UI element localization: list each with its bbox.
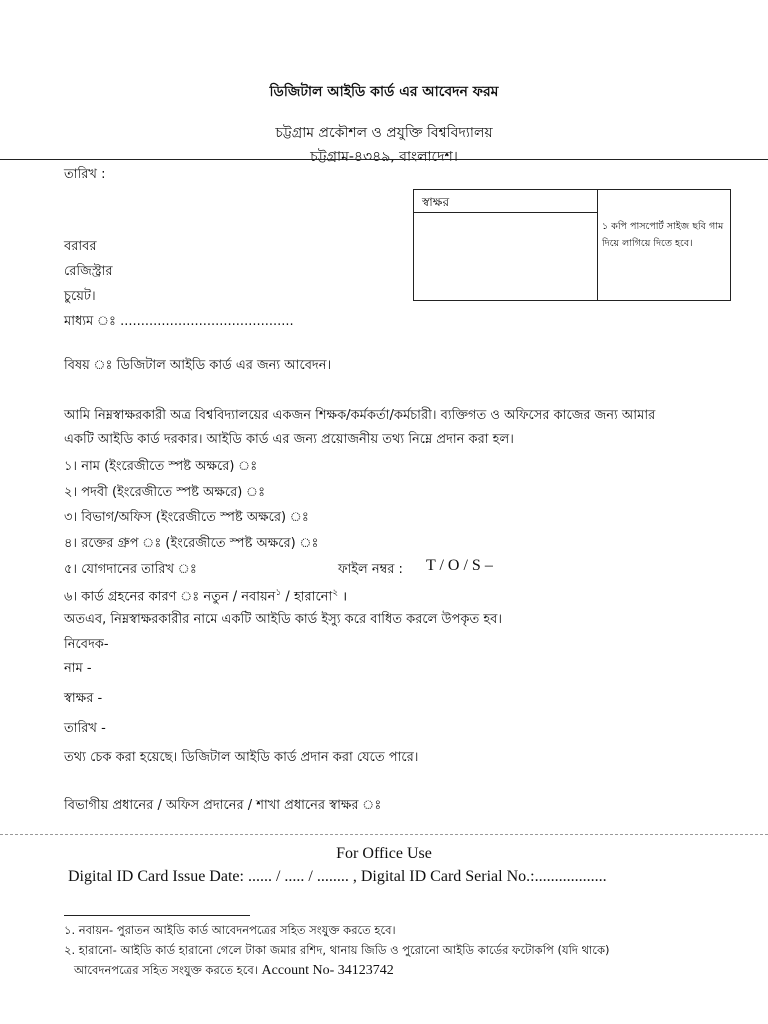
footnote-2-cont xyxy=(74,962,394,981)
field-blood-group: ৪। রক্তের গ্রুপ ঃ (ইংরেজীতে স্পষ্ট অক্ষরে) ঃ xyxy=(64,536,319,551)
field-designation: ২। পদবী (ইংরেজীতে স্পষ্ট অক্ষরে) ঃ xyxy=(64,485,266,500)
footnote-ref-1: ১ xyxy=(275,588,282,598)
applicant-label: নিবেদক- xyxy=(64,637,109,652)
header-divider xyxy=(0,159,768,160)
card-reason-text: ৬। কার্ড গ্রহনের কারণ ঃ নতুন / নবায়ন xyxy=(64,589,276,605)
field-card-reason xyxy=(64,585,347,608)
subject-line: বিষয় ঃ ডিজিটাল আইডি কার্ড এর জন্য আবেদন। xyxy=(64,358,332,373)
field-name: ১। নাম (ইংরেজীতে স্পষ্ট অক্ষরে) ঃ xyxy=(64,459,258,474)
footnote-ref-2: ২ xyxy=(332,588,339,598)
addressee-line2: রেজিস্ট্রার xyxy=(64,264,113,279)
account-number: Account No- 34123742 xyxy=(261,963,394,978)
applicant-name: নাম - xyxy=(64,661,92,676)
date-label: তারিখ : xyxy=(64,167,106,182)
request-line: অতএব, নিম্নস্বাক্ষরকারীর নামে একটি আইডি কার্ড ইস্যু করে বাধিত করলে উপকৃত হব। xyxy=(64,612,503,627)
body-line2: একটি আইডি কার্ড দরকার। আইডি কার্ড এর জন্য প্রয়োজনীয় তথ্য নিম্নে প্রদান করা হল। xyxy=(64,432,514,447)
body-line1: আমি নিম্নস্বাক্ষরকারী অত্র বিশ্ববিদ্যালয়ের একজন শিক্ষক/কর্মকর্তা/কর্মচারী। ব্যক্তিগত ও অফিসের কাজের জন্য আমার xyxy=(64,408,656,423)
office-use-heading: For Office Use xyxy=(336,845,432,862)
addressee-line3: চুয়েট। xyxy=(64,289,96,304)
field-joining-date: ৫। যোগদানের তারিখ ঃ xyxy=(64,562,197,577)
office-use-divider xyxy=(0,834,768,835)
form-title: ডিজিটাল আইডি কার্ড এর আবেদন ফরম xyxy=(269,84,499,100)
applicant-date: তারিখ - xyxy=(64,721,106,736)
card-reason-end: । xyxy=(338,589,348,605)
applicant-signature: স্বাক্ষর - xyxy=(64,691,103,706)
footnote-1: ১. নবায়ন- পুরাতন আইডি কার্ড আবেদনপত্রের সহিত সংযুক্ত করতে হবে। xyxy=(64,923,396,937)
file-number-label: ফাইল নম্বর : xyxy=(338,562,403,577)
head-signature-line: বিভাগীয় প্রধানের / অফিস প্রদানের / শাখা প্রধানের স্বাক্ষর ঃ xyxy=(64,798,382,813)
footnote-2-text: আবেদনপত্রের সহিত সংযুক্ত করতে হবে। xyxy=(74,963,258,977)
signature-photo-box xyxy=(413,189,731,301)
addressee-line1: বরাবর xyxy=(64,239,97,254)
card-reason-lost: / হারানো xyxy=(281,589,333,605)
photo-box-divider xyxy=(597,190,598,300)
file-number-value: T / O / S – xyxy=(426,557,493,574)
footnote-2: ২. হারানো- আইডি কার্ড হারানো গেলে টাকা জমার রশিদ, থানায় জিডি ও পুরোনো আইডি কার্ডের ফটোকপি (যদি থাকে) xyxy=(64,943,610,957)
institution-address: চট্টগ্রাম-৪৩৪৯, বাংলাদেশ। xyxy=(310,149,458,165)
signature-box-label: স্বাক্ষর xyxy=(422,195,450,209)
issue-date-serial-line: Digital ID Card Issue Date: ...... / ..... / ........ , Digital ID Card Serial No.:.................. xyxy=(68,868,607,885)
verification-line: তথ্য চেক করা হয়েছে। ডিজিটাল আইডি কার্ড প্রদান করা যেতে পারে। xyxy=(64,750,419,765)
via-line: মাধ্যম ঃ .......................................... xyxy=(64,314,294,329)
photo-instruction: ১ কপি পাসপোর্ট সাইজ ছবি গাম দিয়ে লাগিয়ে দিতে হবে। xyxy=(602,221,724,249)
institution-name: চট্টগ্রাম প্রকৌশল ও প্রযুক্তি বিশ্ববিদ্যালয় xyxy=(275,125,493,141)
footnote-rule xyxy=(64,915,250,916)
field-department: ৩। বিভাগ/অফিস (ইংরেজীতে স্পষ্ট অক্ষরে) ঃ xyxy=(64,510,309,525)
